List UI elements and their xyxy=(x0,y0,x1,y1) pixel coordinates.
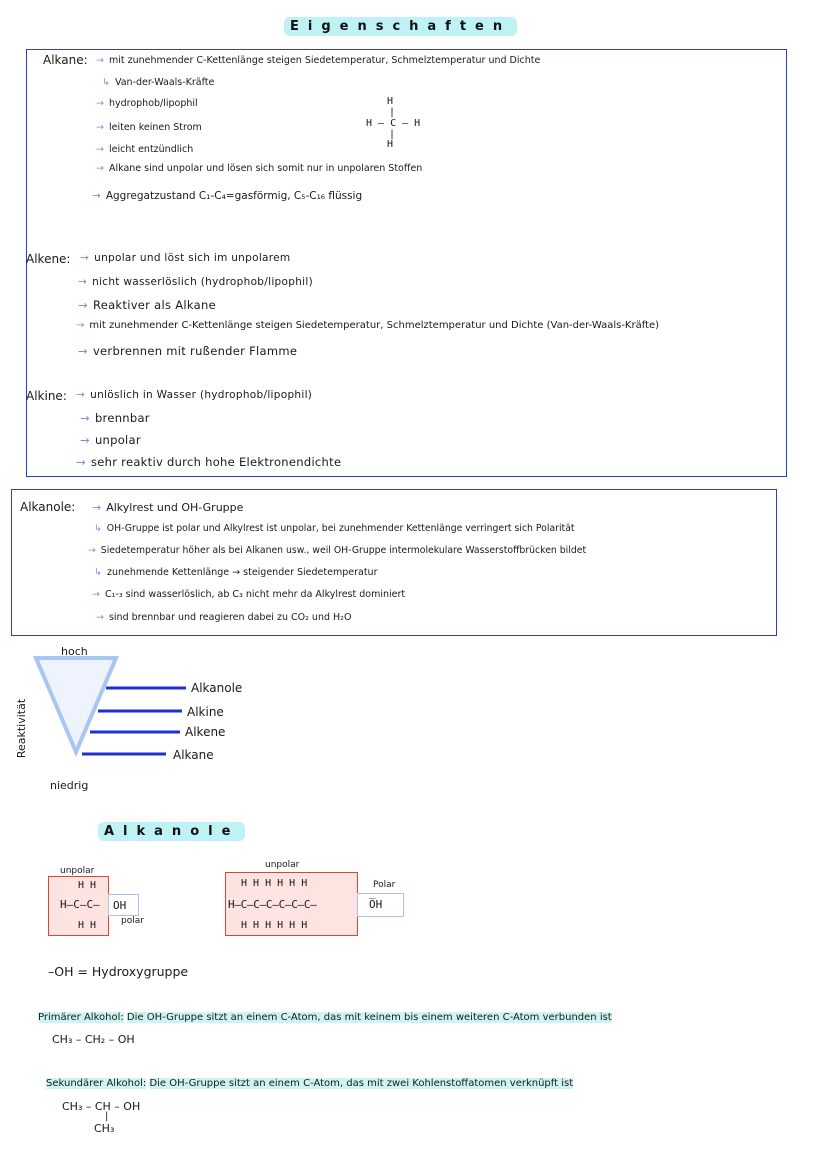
mol1-mid: H–C–C– xyxy=(60,898,100,911)
alkane-item-text: leiten keinen Strom xyxy=(108,122,202,133)
alkine-item-text: brennbar xyxy=(94,411,150,425)
reactivity-bar-label: Alkene xyxy=(185,725,226,739)
alkanole-item xyxy=(92,589,405,600)
return-arrow-icon: ↳ xyxy=(94,523,102,534)
alkane-item-text: Aggregatzustand C₁-C₄=gasförmig, C₅-C₁₆ flüssig xyxy=(105,190,363,202)
alkanole-item xyxy=(94,523,575,534)
alkanole-item xyxy=(94,567,377,578)
methane-bottom: H xyxy=(387,139,394,150)
alkane-item xyxy=(96,98,198,109)
alkanole-section-title: Alkanole xyxy=(98,822,245,841)
arrow-icon: → xyxy=(92,589,100,600)
mol2-oh: O̅H xyxy=(369,898,383,911)
reactivity-triangle xyxy=(36,658,116,752)
alkanole-item-text: OH-Gruppe ist polar und Alkylrest ist unpolar, bei zunehmender Kettenlänge verringert sich Polarität xyxy=(106,523,575,534)
mol2-mid: H–C–C–C–C–C–C– xyxy=(228,898,317,911)
reactivity-bar-label: Alkine xyxy=(187,705,224,719)
alkine-item xyxy=(80,411,150,425)
secondary-alcohol-branch: CH₃ xyxy=(94,1122,115,1135)
methane-mid: H – C – H xyxy=(366,118,421,129)
alkene-item-text: Reaktiver als Alkane xyxy=(92,298,216,312)
mol1-bottom: H H xyxy=(78,920,97,931)
mol2-polar-label: Polar xyxy=(373,880,396,890)
alkanole-item-text: zunehmende Kettenlänge → steigender Siedetemperatur xyxy=(106,567,378,578)
alkene-item xyxy=(78,344,297,358)
reactivity-bar-label: Alkanole xyxy=(191,681,243,695)
alkanole-item-text: C₁-₃ sind wasserlöslich, ab C₃ nicht mehr da Alkylrest dominiert xyxy=(104,589,406,600)
arrow-icon: → xyxy=(96,144,104,155)
alkine-item xyxy=(76,455,341,469)
reactivity-axis-label: Reaktivität xyxy=(15,698,29,759)
alkine-item-text: sehr reaktiv durch hohe Elektronendichte xyxy=(90,455,342,469)
alkane-item xyxy=(96,55,540,66)
methane-top: H xyxy=(387,96,394,107)
alkane-item-text: leicht entzündlich xyxy=(108,144,194,155)
alkane-item-text: mit zunehmender C-Kettenlänge steigen Siedetemperatur, Schmelztemperatur und Dichte xyxy=(108,55,541,66)
alkene-item-text: mit zunehmender C-Kettenlänge steigen Siedetemperatur, Schmelztemperatur und Dichte (Van-der-Waals-Kräfte) xyxy=(89,320,660,331)
alkanole-item-text: Alkylrest und OH-Gruppe xyxy=(106,501,244,514)
alkane-item xyxy=(96,163,422,174)
mol1-top: H H xyxy=(78,880,97,891)
mol1-polar-label: polar xyxy=(121,916,144,926)
alkanole-item xyxy=(96,612,351,623)
secondary-alcohol-label: Sekundärer Alkohol: xyxy=(46,1078,147,1089)
secondary-alcohol-text: Die OH-Gruppe sitzt an einem C-Atom, das mit zwei Kohlenstoffatomen verknüpft ist xyxy=(149,1078,574,1089)
alkene-item-text: unpolar und löst sich im unpolarem xyxy=(94,252,291,264)
alkene-item xyxy=(78,276,313,288)
arrow-icon: → xyxy=(76,320,85,331)
alkine-item-text: unpolar xyxy=(94,433,141,447)
mol1-unpolar-label: unpolar xyxy=(60,866,95,876)
arrow-icon: → xyxy=(76,455,86,469)
arrow-icon: → xyxy=(96,98,104,109)
methane-bond: | xyxy=(389,107,396,118)
methane-bond: | xyxy=(389,129,396,140)
alkane-item-text: hydrophob/lipophil xyxy=(108,98,198,109)
arrow-icon: → xyxy=(96,122,104,133)
alkane-item xyxy=(96,122,202,133)
secondary-alcohol-bond: | xyxy=(105,1111,109,1122)
arrow-icon: → xyxy=(96,163,104,174)
arrow-icon: → xyxy=(80,411,90,425)
alkine-item xyxy=(80,433,141,447)
primary-alcohol-text: Die OH-Gruppe sitzt an einem C-Atom, das mit keinem bis einem weiteren C-Atom verbunden ist xyxy=(126,1012,612,1023)
page-title: Eigenschaften xyxy=(284,17,517,36)
alkine-label: Alkine: xyxy=(26,389,67,403)
arrow-icon: → xyxy=(96,55,104,66)
alkene-item xyxy=(78,298,216,312)
alkine-item-text: unlöslich in Wasser (hydrophob/lipophil) xyxy=(90,389,313,401)
secondary-alcohol-formula: CH₃ – CH – OH xyxy=(62,1100,141,1113)
alkanole-label: Alkanole: xyxy=(20,500,76,514)
alkene-item-text: verbrennen mit rußender Flamme xyxy=(92,344,298,358)
primary-alcohol-formula: CH₃ – CH₂ – OH xyxy=(52,1033,135,1046)
arrow-icon: → xyxy=(92,501,102,514)
arrow-icon: → xyxy=(78,298,88,312)
alkanole-item xyxy=(92,501,243,514)
arrow-icon: → xyxy=(80,433,90,447)
secondary-alcohol-line xyxy=(46,1078,573,1089)
alkene-item xyxy=(80,252,290,264)
alkanole-item-text: Siedetemperatur höher als bei Alkanen usw., weil OH-Gruppe intermolekulare Wasserstoffbrücken bildet xyxy=(100,545,587,556)
alkane-item xyxy=(96,144,193,155)
return-arrow-icon: ↳ xyxy=(102,77,110,88)
hydroxy-definition: –OH = Hydroxygruppe xyxy=(48,964,189,979)
arrow-icon: → xyxy=(76,389,86,401)
alkene-item-text: nicht wasserlöslich (hydrophob/lipophil) xyxy=(92,276,313,288)
mol2-unpolar-label: unpolar xyxy=(265,860,300,870)
alkine-item xyxy=(76,389,312,401)
alkane-item-text: Alkane sind unpolar und lösen sich somit nur in unpolaren Stoffen xyxy=(108,163,423,174)
arrow-icon: → xyxy=(96,612,104,623)
alkene-item xyxy=(76,320,659,331)
alkane-item xyxy=(92,190,362,202)
primary-alcohol-line xyxy=(38,1012,612,1023)
reactivity-high-label: hoch xyxy=(61,645,88,658)
reactivity-low-label: niedrig xyxy=(50,779,89,792)
arrow-icon: → xyxy=(92,190,101,202)
mol1-oh: OH xyxy=(113,899,127,912)
alkane-item xyxy=(102,77,214,88)
primary-alcohol-label: Primärer Alkohol: xyxy=(38,1012,124,1023)
alkanole-item xyxy=(88,545,586,556)
alkane-label: Alkane: xyxy=(43,53,88,67)
mol2-top: H H H H H H xyxy=(241,878,308,889)
alkanole-item-text: sind brennbar und reagieren dabei zu CO₂ und H₂O xyxy=(108,612,352,623)
arrow-icon: → xyxy=(78,344,88,358)
arrow-icon: → xyxy=(80,252,90,264)
arrow-icon: → xyxy=(88,545,96,556)
return-arrow-icon: ↳ xyxy=(94,567,102,578)
arrow-icon: → xyxy=(78,276,88,288)
alkane-item-text: Van-der-Waals-Kräfte xyxy=(114,77,215,88)
reactivity-bar-label: Alkane xyxy=(173,748,214,762)
alkene-label: Alkene: xyxy=(26,252,71,266)
mol2-bottom: H H H H H H xyxy=(241,920,308,931)
